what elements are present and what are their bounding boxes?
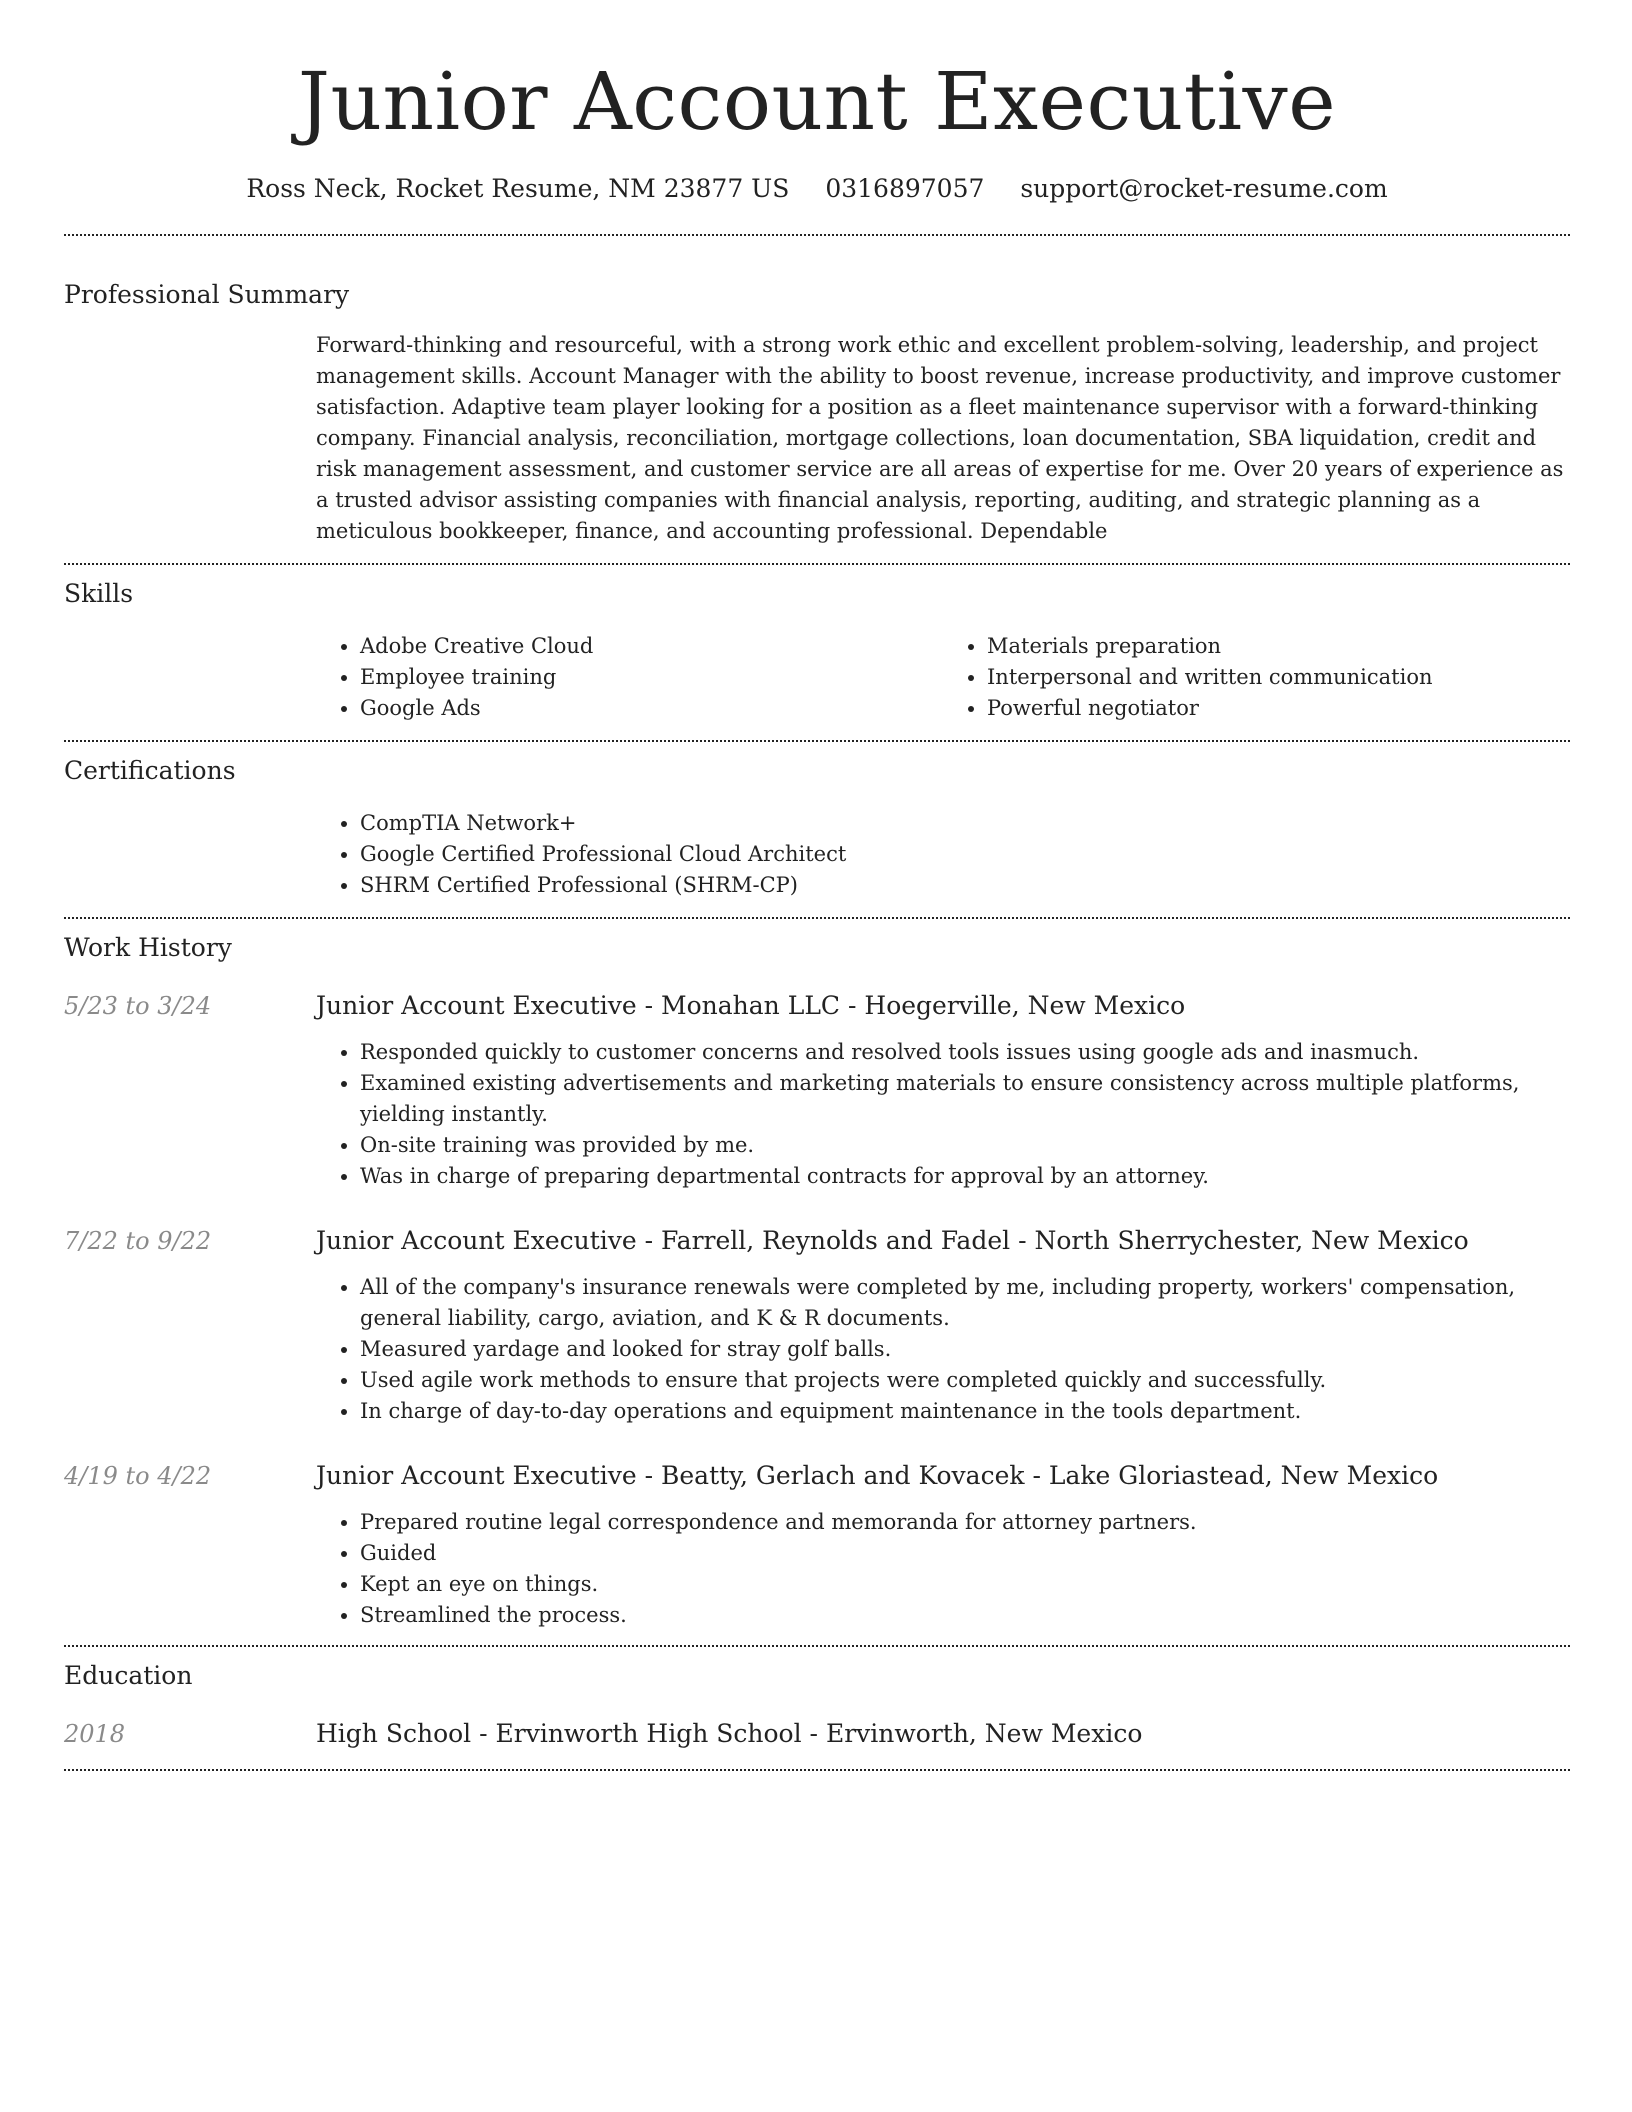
- divider: [64, 1645, 1570, 1647]
- job-bullet: • Guided: [360, 1538, 1570, 1569]
- contact-line: [64, 172, 1570, 206]
- skill-item: • Employee training: [360, 662, 943, 693]
- section-heading-certifications: Certifications: [64, 756, 236, 785]
- skill-item: • Interpersonal and written communication: [987, 662, 1570, 693]
- job-bullet: • Was in charge of preparing departmental contracts for approval by an attorney.: [360, 1161, 1570, 1192]
- job-entry: [64, 1224, 1570, 1427]
- job-bullet: • Prepared routine legal correspondence and memoranda for attorney partners.: [360, 1507, 1570, 1538]
- section-heading-work-history: Work History: [64, 933, 232, 962]
- skill-item: • Adobe Creative Cloud: [360, 631, 943, 662]
- job-bullet: • Kept an eye on things.: [360, 1569, 1570, 1600]
- section-heading-summary: Professional Summary: [64, 280, 350, 309]
- resume-title: Junior Account Executive: [297, 55, 1337, 148]
- job-title: Junior Account Executive - Farrell, Reynolds and Fadel - North Sherrychester, New Mexico: [316, 1226, 1469, 1255]
- job-title: Junior Account Executive - Monahan LLC - Hoegerville, New Mexico: [316, 991, 1186, 1020]
- education-entry: [64, 1717, 1570, 1751]
- section-heading-skills: Skills: [64, 579, 134, 608]
- job-dates: 5/23 to 3/24: [64, 992, 212, 1020]
- divider: [64, 563, 1570, 565]
- job-bullet: • Responded quickly to customer concerns and resolved tools issues using google ads and inasmuch.: [360, 1037, 1570, 1068]
- certification-item: • CompTIA Network+: [360, 808, 1570, 839]
- certification-item: • Google Certified Professional Cloud Architect: [360, 839, 1570, 870]
- resume-page: [64, 0, 1570, 1771]
- divider: [64, 917, 1570, 919]
- job-dates: 4/19 to 4/22: [64, 1462, 212, 1490]
- contact-phone: 0316897057: [825, 174, 985, 203]
- certification-item: • SHRM Certified Professional (SHRM-CP): [360, 870, 1570, 901]
- skill-item: • Powerful negotiator: [987, 693, 1570, 724]
- job-bullet: • Streamlined the process.: [360, 1600, 1570, 1631]
- job-bullet: • In charge of day-to-day operations and equipment maintenance in the tools department.: [360, 1396, 1570, 1427]
- section-heading-education: Education: [64, 1661, 193, 1690]
- contact-address: Ross Neck, Rocket Resume, NM 23877 US: [246, 174, 790, 203]
- skills-column-left: [316, 631, 943, 724]
- job-entry: [64, 989, 1570, 1192]
- job-entry: [64, 1459, 1570, 1631]
- divider: [64, 1769, 1570, 1771]
- job-bullet: • Used agile work methods to ensure that projects were completed quickly and successfully.: [360, 1365, 1570, 1396]
- skills-column-right: [943, 631, 1570, 724]
- job-title: Junior Account Executive - Beatty, Gerlach and Kovacek - Lake Gloriastead, New Mexico: [316, 1461, 1439, 1490]
- job-bullets: [316, 1272, 1570, 1427]
- job-bullet: • Examined existing advertisements and marketing materials to ensure consistency across multiple platforms, yielding instantly.: [360, 1068, 1570, 1130]
- divider: [64, 234, 1570, 236]
- job-dates: 7/22 to 9/22: [64, 1227, 212, 1255]
- job-bullets: [316, 1037, 1570, 1192]
- summary-text: Forward-thinking and resourceful, with a strong work ethic and excellent problem-solving, leadership, and project management skills. Account Manager with the ability to boost revenue, increase productivity, and improve customer satisfaction. Adaptive team player looking for a position as a fleet maintenance supervisor with a forward-thinking company. Financial analysis, reconciliation, mortgage collections, loan documentation, SBA liquidation, credit and risk management assessment, and customer service are all areas of expertise for me. Over 20 years of experience as a trusted advisor assisting companies with financial analysis, reporting, auditing, and strategic planning as a meticulous bookkeeper, finance, and accounting professional. Dependable: [316, 333, 1564, 543]
- job-bullets: [316, 1507, 1570, 1631]
- contact-email: support@rocket-resume.com: [1020, 174, 1388, 203]
- divider: [64, 740, 1570, 742]
- skill-item: • Google Ads: [360, 693, 943, 724]
- education-title: High School - Ervinworth High School - Ervinworth, New Mexico: [316, 1719, 1143, 1748]
- skills-list: [316, 631, 1570, 724]
- skill-item: • Materials preparation: [987, 631, 1570, 662]
- job-bullet: • All of the company's insurance renewals were completed by me, including property, workers' compensation, general liability, cargo, aviation, and K & R documents.: [360, 1272, 1570, 1334]
- job-bullet: • On-site training was provided by me.: [360, 1130, 1570, 1161]
- job-bullet: • Measured yardage and looked for stray golf balls.: [360, 1334, 1570, 1365]
- certifications-list: [316, 808, 1570, 901]
- education-year: 2018: [64, 1720, 126, 1748]
